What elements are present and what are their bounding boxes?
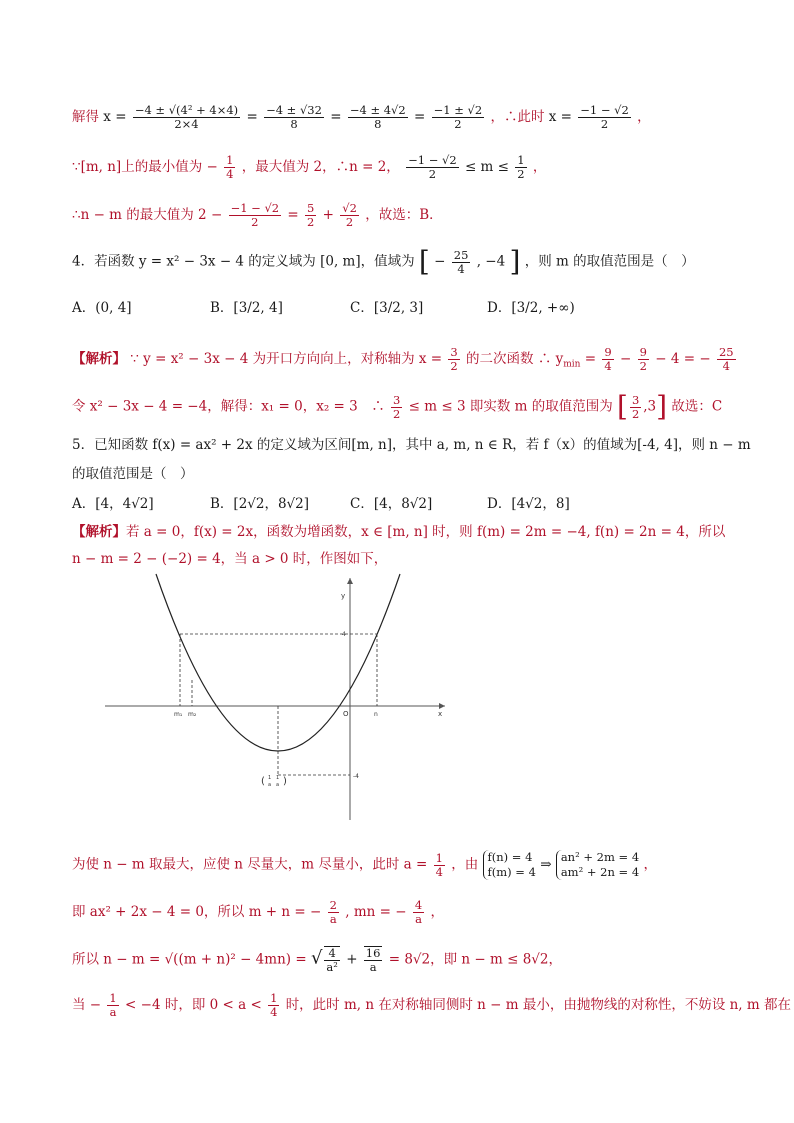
analysis-tag: 【解析】 [72,524,126,540]
equals: = [246,109,258,125]
vertex-num: 1 [268,775,272,781]
q4-analysis-line-2 [72,390,724,423]
text: 即 ax² + 2x − 4 = 0，所以 m + n = − [72,904,322,920]
q5-option-a[interactable] [72,494,154,514]
vertex-paren-left: ( [261,776,265,787]
n-label: n [374,711,378,718]
parabola-graph [100,572,450,824]
bracket: [ [418,245,430,278]
math: ,3 [643,398,657,415]
math: + [346,951,358,968]
fraction: $\frac{25}{4}$ [718,345,734,373]
option-label: D． [487,496,512,512]
m2-label: m₂ [188,711,197,718]
text: ， [532,159,547,175]
fraction: $\frac{5}{2}$ [307,201,315,229]
y-neg4-label: -4 [353,773,359,780]
text: ，则 m 的取值范围是（ ） [524,253,695,270]
bracket: [ [617,390,628,423]
solution-line-1 [72,104,724,131]
fraction: $\frac{3}{2}$ [631,392,640,421]
equals: = [330,109,342,125]
q5-option-b[interactable] [210,494,309,514]
equation-system-2: an² + 2m = 4 am² + 2n = 4 [556,850,639,880]
equation-system-1: f(n) = 4 f(m) = 4 [483,850,536,880]
text: + [322,207,334,223]
math: , −4 [476,253,506,270]
vertex-den2: a [276,782,280,788]
option-value: [3/2, 4] [233,300,283,316]
text: ∵[m, n]上的最小值为 − [72,159,218,175]
analysis-tag: 【解析】 [72,351,126,367]
fraction: $\frac{2}{a}$ [329,898,337,926]
text: = [584,351,597,367]
option-value: [4，4√2] [95,496,154,512]
text: < −4 时，即 0 < a < [125,997,262,1013]
q4-option-c[interactable] [350,298,423,318]
option-label: D． [487,300,512,316]
option-label: C． [350,300,374,316]
q5-analysis-line-2: n − m = 2 − (−2) = 4，当 a > 0 时，作图如下， [72,551,388,567]
option-label: A． [72,300,96,316]
text: ， [637,109,651,125]
fraction: $\frac{1}{a}$ [109,991,117,1019]
y4-label: 4 [342,631,346,638]
y-axis-arrow [347,578,353,584]
y-axis-label: y [341,592,346,600]
fraction: $\frac{16}{a}$ [365,946,381,974]
text: 令 x² − 3x − 4 = −4，解得：x₁ = 0，x₂ = 3 ∴ [72,398,385,415]
root-symbol: √ [310,947,323,969]
fraction: $\frac{-1 \pm √2}{2}$ [433,103,483,131]
fraction: $\frac{\text{−4 ± √(4² + 4×4)}}{2\times 4}$ [134,103,239,131]
q4-analysis-line-1 [72,345,734,375]
text: − 4 = − [655,351,711,367]
fraction: $\frac{-4 \pm 4√2}{8}$ [349,103,406,131]
q5-analysis-line-4 [72,899,724,926]
math: ≤ m ≤ [464,159,509,175]
implies-arrow: ⇒ [540,856,552,873]
q4-option-d[interactable] [487,298,575,318]
q5-analysis-line-3 [72,850,724,880]
text: ，∴此时 [490,109,545,125]
option-label: B． [210,300,234,316]
fraction: $\frac{9}{2}$ [639,345,647,373]
text: ∴n − m 的最大值为 2 − [72,207,223,223]
fraction: $\frac{1}{4}$ [270,991,278,1019]
math: x = [548,109,572,125]
x-axis-arrow [439,703,445,709]
option-value: [4，8√2] [373,496,433,512]
fraction: $\frac{3}{2}$ [450,345,458,373]
math: x = [103,109,127,125]
option-value: [3/2, 3] [373,300,424,316]
q4-option-b[interactable] [210,298,283,318]
text: ∵ y = x² − 3x − 4 为开口方向向上，对称轴为 x = [130,351,443,367]
math: − [434,253,446,270]
text: 若 a = 0，f(x) = 2x，函数为增函数，x ∈ [m, n] 时，则 f(m) = 2m = −4, f(n) = 2n = 4，所以 [126,524,726,540]
option-label: A． [72,496,96,512]
q5-option-d[interactable] [487,494,570,514]
fraction: $\frac{1}{4}$ [435,850,443,879]
text: = [287,207,299,223]
bracket: ] [509,245,521,278]
q5-option-c[interactable] [350,494,432,514]
option-label: C． [350,496,374,512]
m1-label: m₁ [174,711,183,718]
x-axis-label: x [438,710,443,718]
fraction: $\frac{-1 - √2}{2}$ [580,103,629,131]
vertex-den: a [268,782,272,788]
bracket: ] [656,390,668,423]
fraction: $\frac{1}{4}$ [226,153,234,181]
text: 当 − [72,997,102,1013]
text: 解得 [72,109,99,125]
option-label: B． [210,496,234,512]
origin-label: O [343,710,349,718]
text: 的二次函数 ∴ y [466,351,564,367]
subscript: min [563,359,581,370]
fraction: $\frac{-4 \pm √32}{8}$ [266,103,322,131]
text: = 8√2，即 n − m ≤ 8√2， [388,951,562,968]
text: ≤ m ≤ 3 即实数 m 的取值范围为 [408,398,613,415]
fraction: $\frac{25}{4}$ [453,247,469,276]
option-value: (0, 4] [95,300,132,316]
text: ，由 [451,856,479,873]
equals: = [414,109,426,125]
text: ， [643,856,657,873]
fraction: $\frac{9}{4}$ [604,345,612,373]
option-value: [2√2，8√2] [233,496,310,512]
fraction: $\frac{4}{\text{a²}}$ [326,946,338,974]
option-value: [3/2, +∞) [511,300,575,316]
vertex-num2: 1 [276,775,280,781]
fraction: $\frac{√2}{2}$ [342,201,357,229]
solution-line-2 [72,154,724,181]
text: ，故选：B． [365,207,443,223]
q5-analysis-line-5 [72,946,724,974]
fraction: $\frac{-1 - √2}{2}$ [408,153,457,181]
text: − [620,351,632,367]
question-4-stem [72,245,724,278]
q5-analysis-line-6 [72,991,791,1019]
text: , mn = − [345,904,407,920]
solution-line-3 [72,202,724,229]
parabola-curve [156,574,400,751]
vertex-paren-right: ) [283,776,287,787]
question-5-stem-1: 5．已知函数 f(x) = ax² + 2x 的定义域为区间[m, n]，其中 a, m, n ∈ R，若 f（x）的值域为[-4, 4]，则 n − m [72,437,751,453]
option-value: [4√2，8] [511,496,570,512]
text: 为使 n − m 取最大，应使 n 尽量大，m 尽量小，此时 a = [72,856,428,873]
q4-option-a[interactable] [72,298,132,318]
q5-analysis-line-1 [72,522,724,542]
text: ，最大值为 2，∴n = 2， [241,159,400,175]
text: 4．若函数 y = x² − 3x − 4 的定义域为 [0, m]，值域为 [72,253,415,270]
text: 故选：C [671,398,723,415]
fraction: $\frac{1}{2}$ [517,153,525,181]
fraction: $\frac{4}{a}$ [414,898,423,926]
text: 时，此时 m, n 在对称轴同侧时 n − m 最小，由抛物线的对称性，不妨设 n, m 都在 [285,997,791,1013]
fraction: $\frac{3}{2}$ [393,392,401,421]
question-5-stem-2: 的取值范围是（ ） [72,466,194,482]
fraction: $\frac{-1 - √2}{2}$ [230,201,280,229]
text: ， [430,904,444,920]
text: 所以 n − m = √((m + n)² − 4mn) = [72,951,307,968]
